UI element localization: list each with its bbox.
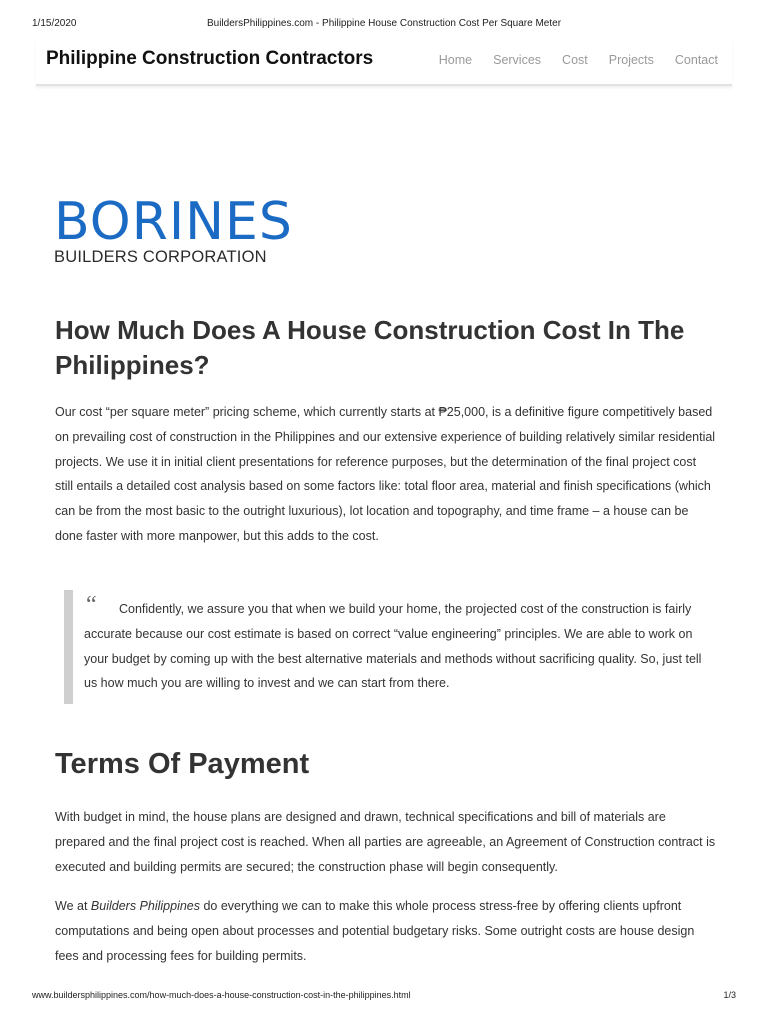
builders-paragraph-lead: We at [55,899,91,913]
payment-block-2 [55,894,717,968]
builders-paragraph-rest: do everything we can to make this whole process stress-free by offering clients upfront computations and being open about processes and potential budgetary risks. Some outright costs are house design fees and processing fees for building permits. [55,899,695,963]
payment-block-1 [55,805,717,879]
section-heading-payment: Terms Of Payment [55,748,310,780]
payment-paragraph: With budget in mind, the house plans are designed and drawn, technical specifications and bill of materials are prepared and the final project cost is reached. When all parties are agreeable, an Agreement of Construction contract is executed and building permits are secured; the construction phase will begin consequently. [55,810,716,874]
logo-wordmark: BORINES [54,192,293,252]
main-nav [439,53,718,67]
nav-link-home[interactable]: Home [438,53,473,67]
logo-subtitle: BUILDERS CORPORATION [54,248,267,266]
print-page-number: 1/3 [723,990,736,1000]
nav-link-projects[interactable]: Projects [608,53,654,67]
print-document-title: BuildersPhilippines.com - Philippine House Construction Cost Per Square Meter [206,18,562,29]
builders-paragraph [55,894,717,968]
article-heading: How Much Does A House Construction Cost In The Philippines? [55,315,685,380]
nav-link-contact[interactable]: Contact [674,53,718,67]
quote-text: Confidently, we assure you that when we build your home, the projected cost of the construction is fairly accurate because our cost estimate is based on correct “value engineering” principles. We are able to work on your budget by coming up with the best alternative materials and methods without sacrificing quality. So, just tell us how much you are willing to invest and we can start from there. [84,602,702,691]
payment-heading-block [55,746,717,782]
quote-mark-icon: “ [86,592,97,618]
company-name-emphasis: Builders Philippines [90,899,200,913]
print-footer [32,990,736,1002]
intro-paragraph: Our cost “per square meter” pricing scheme, which currently starts at ₱25,000, is a definitive figure competitively based on prevailing cost of construction in the Philippines and our extensive experience of building relatively similar residential projects. We use it in initial client presentations for reference purposes, but the determination of the final project cost still entails a detailed cost analysis based on some factors like: total floor area, material and finish specifications (which can be from the most basic to the outright luxurious), lot location and topography, and time frame – a house can be done faster with more manpower, but this adds to the cost. [55,405,716,543]
nav-link-services[interactable]: Services [493,53,542,67]
blockquote [64,590,724,704]
intro-block [55,400,717,549]
site-brand[interactable]: Philippine Construction Contractors [46,48,374,69]
company-logo [54,192,314,270]
print-url: www.buildersphilippines.com/how-much-does-a-house-construction-cost-in-the-philippines.html [32,990,411,1000]
print-date: 1/15/2020 [32,18,77,29]
print-header [32,18,736,32]
article-heading-block [55,313,717,383]
nav-link-cost[interactable]: Cost [562,53,588,67]
site-navbar [36,40,732,86]
